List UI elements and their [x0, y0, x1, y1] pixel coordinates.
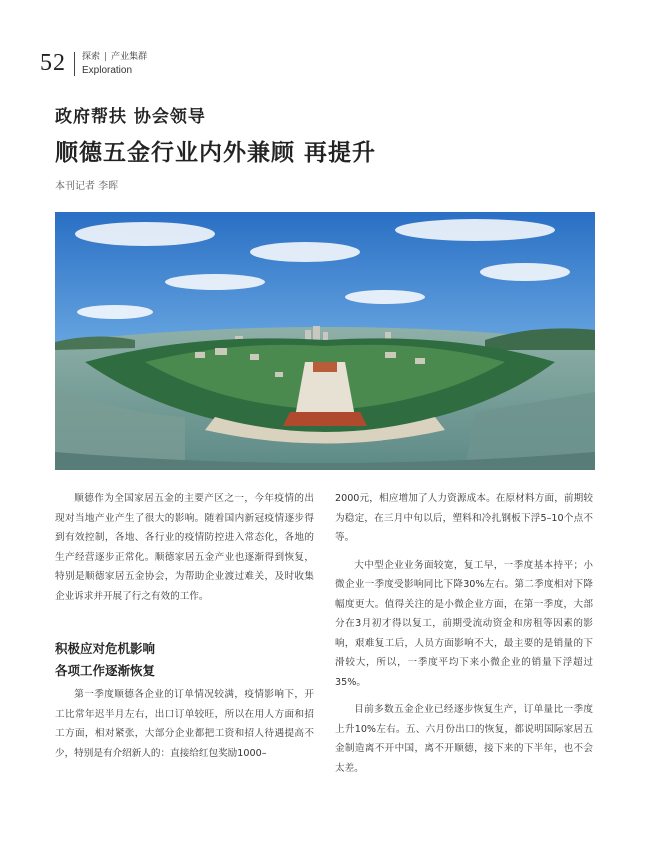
article-kicker: 政府帮扶 协会领导 [55, 107, 206, 127]
section-separator: | [104, 51, 108, 62]
page-number: 52 [40, 50, 66, 76]
subheading-line-1: 积极应对危机影响 [55, 641, 156, 656]
body-paragraph-q1-continued: 2000元，相应增加了人力资源成本。在原材料方面，前期较为稳定，在三月中旬以后，塑料和冷扎钢板下浮5–10个点不等。 [335, 493, 593, 543]
section-subheading [55, 638, 155, 682]
section-name-en: Exploration [82, 64, 133, 76]
aerial-panorama-photo [55, 212, 595, 470]
aerial-panorama-illustration [55, 212, 595, 470]
subsection-name: 产业集群 [111, 51, 148, 62]
subheading-line-2: 各项工作逐渐恢复 [55, 663, 156, 678]
body-paragraph-sme: 大中型企业业务面较宽，复工早，一季度基本持平；小微企业一季度受影响同比下降30%左右。第二季度相对下降幅度更大。值得关注的是小微企业方面，在第一季度，大部分在3月初才得以复工，前期受流动资金和房租等因素的影响，艰难复工后，人员方面影响不大，最主要的是销量的下滑较大，所以，一季度平均下来小微企业的销量下浮超过35%。 [335, 559, 593, 688]
body-paragraph-q1: 第一季度顺德各企业的订单情况较满，疫情影响下，开工比常年迟半月左右，出口订单较旺，所以在用人方面和招工方面，相对紧张，大部分企业都把工资和招人待遇提高不少，特别是有介绍新人的：直接给红包奖励1000– [55, 689, 314, 759]
article-body-right [335, 489, 593, 778]
article-byline: 本刊记者 李晖 [55, 181, 119, 192]
header-divider [74, 52, 75, 76]
article-title: 顺德五金行业内外兼顾 再提升 [55, 140, 377, 166]
article-body-left [55, 685, 314, 763]
intro-paragraph: 顺德作为全国家居五金的主要产区之一，今年疫情的出现对当地产业产生了很大的影响。随着国内新冠疫情逐步得到有效控制，各地、各行业的疫情防控进入常态化，各地的生产经营逐步正常化。顺德家居五金产业也逐渐得到恢复，特别是顺德家居五金协会，为帮助企业渡过难关，及时收集企业诉求并开展了行之有效的工作。 [55, 493, 314, 602]
section-name: 探索 [82, 51, 101, 62]
page-header [40, 50, 147, 77]
body-paragraph-recovery: 目前多数五金企业已经逐步恢复生产，订单量比一季度上升10%左右。五、六月份出口的恢复，都说明国际家居五金制造离不开中国，离不开顺德，接下来的下半年，也不会太差。 [335, 704, 593, 774]
section-label [82, 51, 147, 77]
article-intro-column [55, 489, 314, 606]
